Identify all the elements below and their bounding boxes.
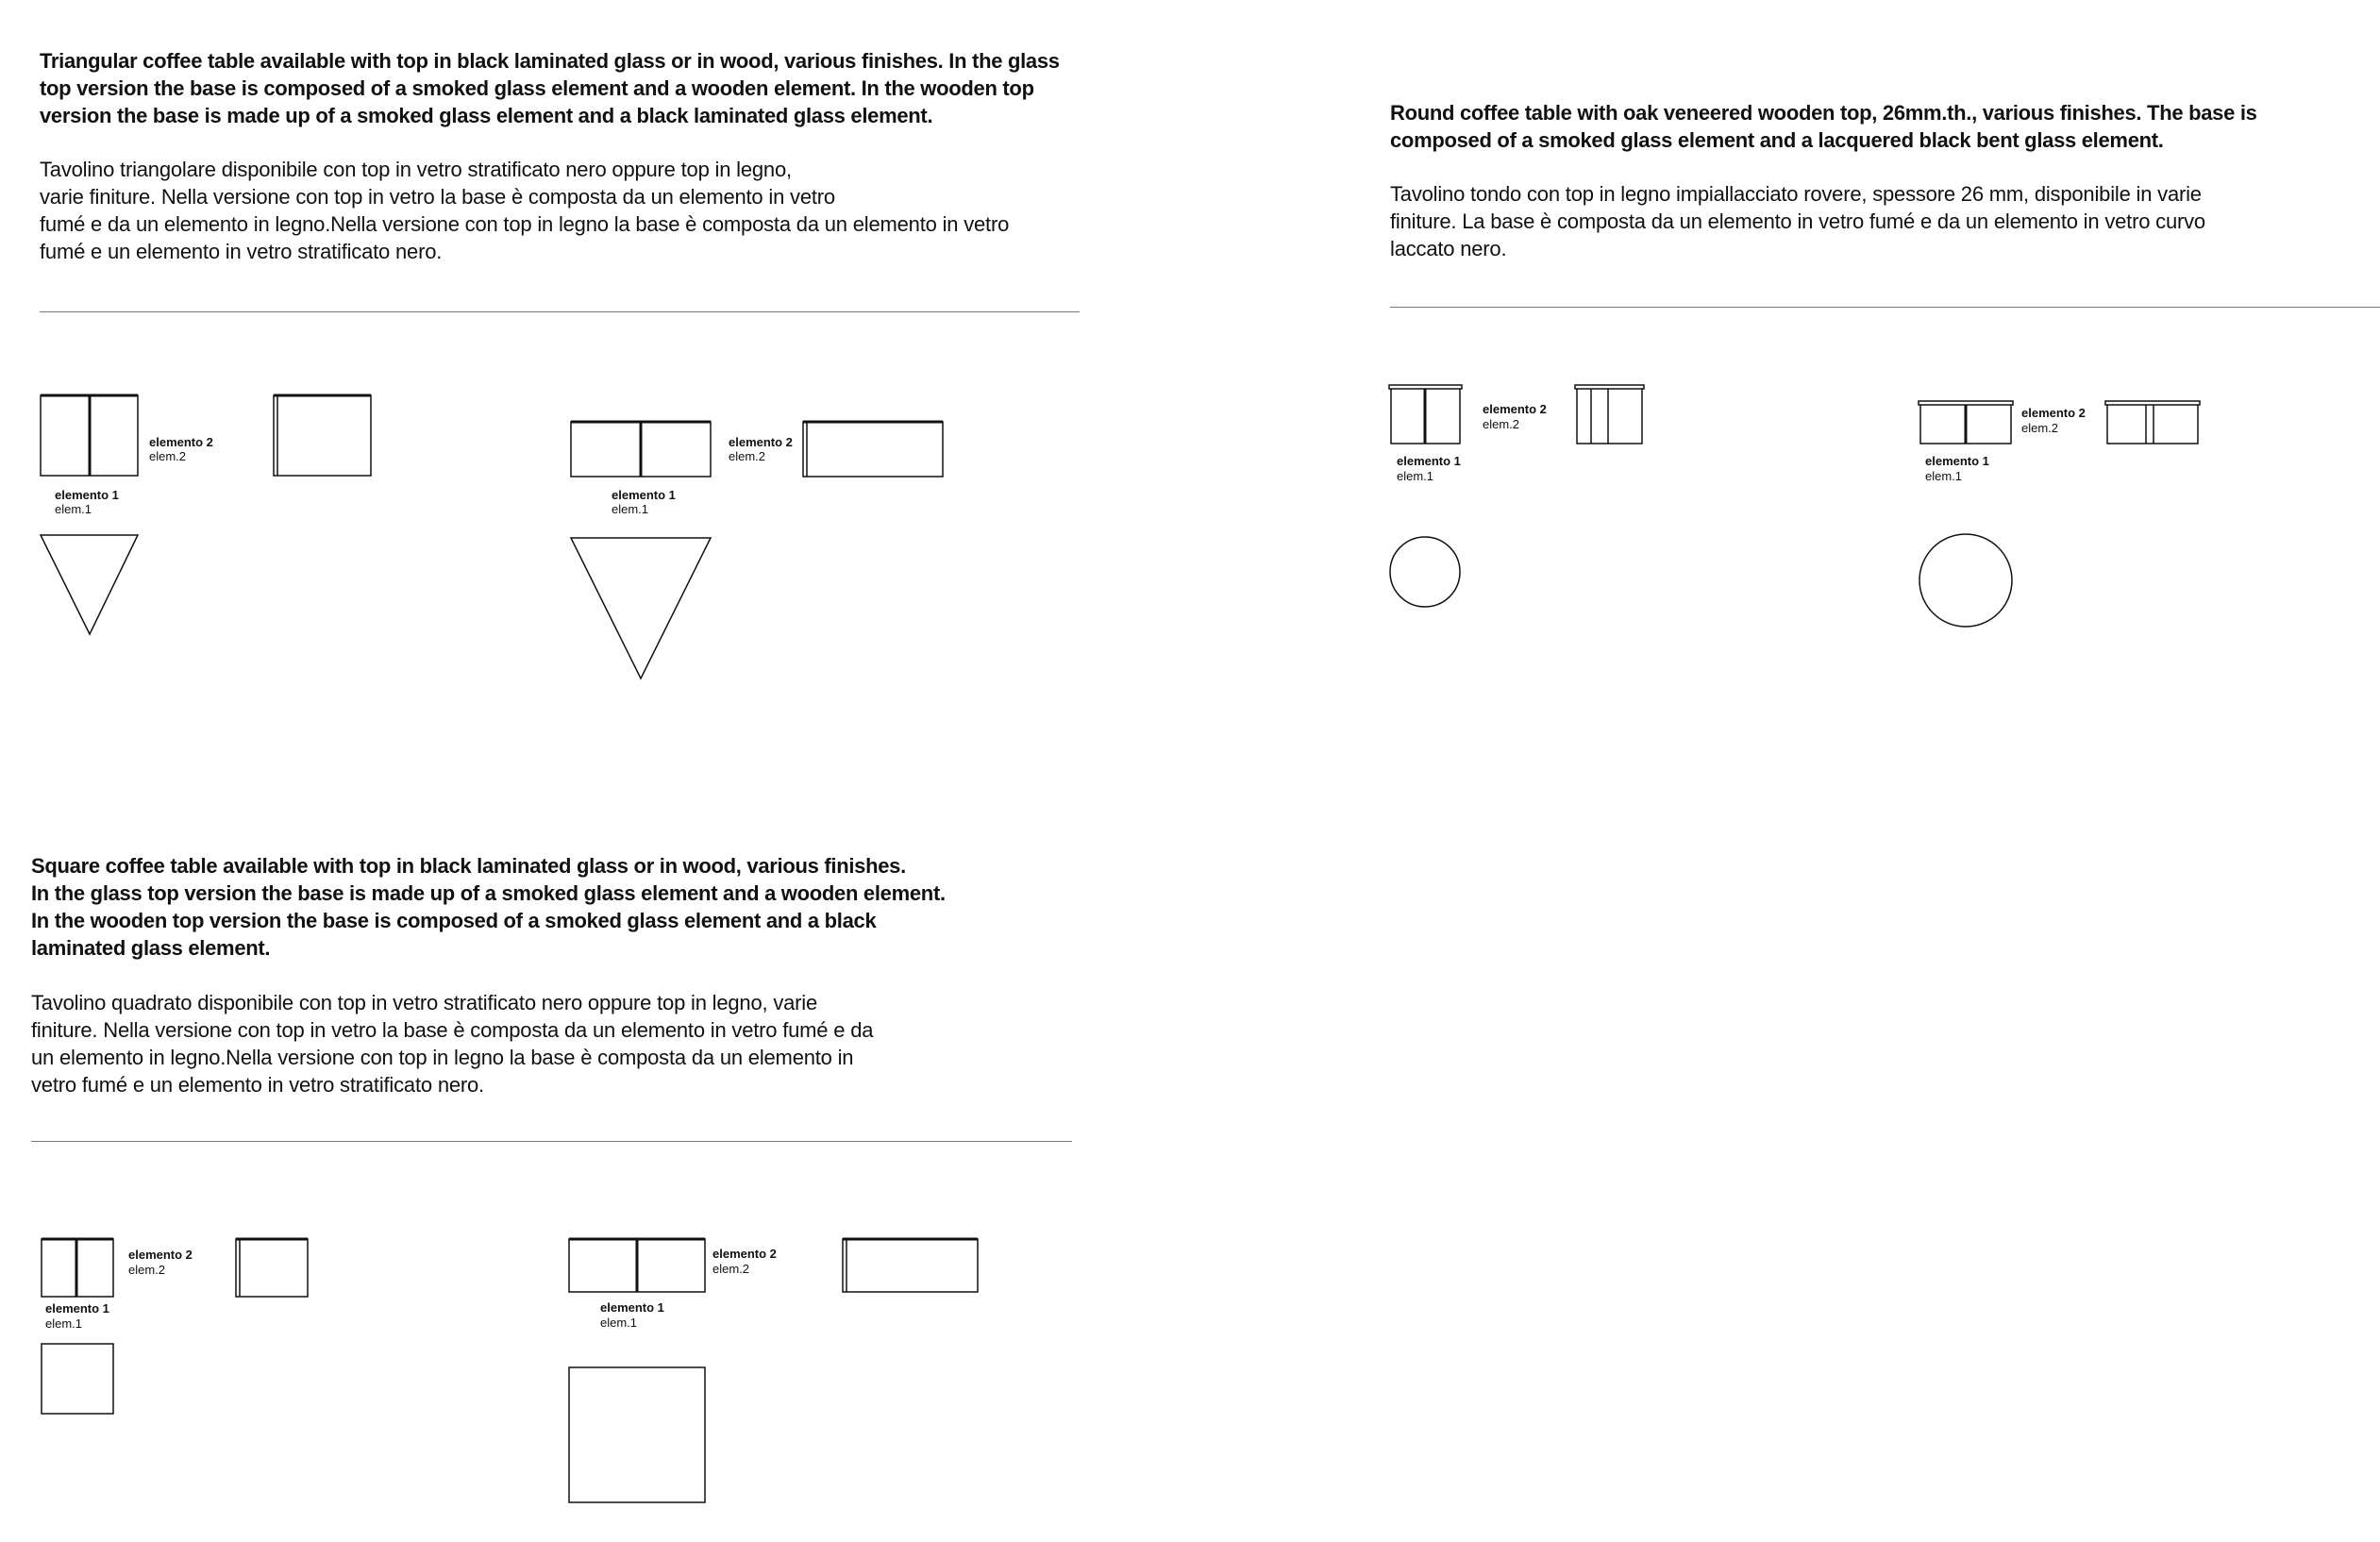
label-elemento-2: elemento 2 [128,1248,193,1262]
triangular-small-drawing [41,395,371,634]
square-large-side-view [843,1239,978,1292]
label-elemento-2: elemento 2 [729,435,793,449]
round-large-drawing [1919,401,2200,627]
label-elem-1: elem.1 [1397,469,1434,483]
tabletop [1919,401,2013,405]
label-elemento-1: elemento 1 [600,1300,664,1315]
label-elemento-1: elemento 1 [45,1301,109,1316]
label-elemento-2: elemento 2 [2021,406,2086,420]
round-small-side-view [1577,387,1642,444]
square-description-en: Square coffee table available with top in black laminated glass or in wood, various finishes. In the glass top version the base is made up of a smoked glass element and a wooden element. In the wooden top version the base is composed of a smoked glass element and a black laminated glass element. [31,854,946,960]
label-elem-2: elem.2 [729,449,766,463]
triangular-large-plan-view [571,538,711,679]
label-elem-2: elem.2 [712,1262,750,1276]
square-small-plan-view [42,1344,113,1414]
round-small-drawing [1389,385,1644,607]
triangular-small-plan-view [41,535,138,634]
label-elem-2: elem.2 [149,449,187,463]
triangular-description-it: Tavolino triangolare disponibile con top in vetro stratificato nero oppure top in legno, varie finiture. Nella versione con top in vetro la base è composta da un elemento in vetro fumé e da un elemento in legno.Nella versione con top in legno la base è composta da un elemento in vetro fumé e un elemento in vetro stratificato nero. [40,158,1010,263]
tabletop [1389,385,1462,389]
label-elemento-1: elemento 1 [1397,454,1461,468]
triangular-large-side-view [803,422,943,477]
label-elem-2: elem.2 [2021,421,2059,435]
round-description-en: Round coffee table with oak veneered wooden top, 26mm.th., various finishes. The base is composed of a smoked glass element and a lacquered black bent glass element. [1390,101,2257,152]
label-elemento-1: elemento 1 [55,488,119,502]
round-small-plan-view [1390,537,1460,607]
square-large-drawing [569,1239,978,1502]
round-description-it: Tavolino tondo con top in legno impiallacciato rovere, spessore 26 mm, disponibile in varie finiture. La base è composta da un elemento in vetro fumé e da un elemento in vetro curvo laccato nero. [1390,182,2205,260]
label-elem-1: elem.1 [600,1316,638,1330]
label-elemento-2: elemento 2 [1483,402,1547,416]
label-elem-1: elem.1 [55,502,92,516]
label-elemento-1: elemento 1 [1925,454,1989,468]
tabletop [2105,401,2200,405]
label-elem-1: elem.1 [1925,469,1963,483]
square-small-drawing [42,1239,308,1414]
label-elem-1: elem.1 [45,1316,83,1331]
label-elem-2: elem.2 [128,1263,166,1277]
label-elemento-2: elemento 2 [149,435,213,449]
square-small-side-view [236,1239,308,1297]
round-large-plan-view [1919,534,2012,627]
tabletop [1575,385,1644,389]
triangular-small-side-view [274,395,371,476]
triangular-description-en: Triangular coffee table available with top in black laminated glass or in wood, various finishes. In the glass top version the base is composed of a smoked glass element and a wooden element. In the wooden top version the base is made up of a smoked glass element and a black laminated glass element. [40,49,1060,127]
label-elem-2: elem.2 [1483,417,1520,431]
round-large-side-view [2107,404,2198,444]
square-description-it: Tavolino quadrato disponibile con top in vetro stratificato nero oppure top in legno, varie finiture. Nella versione con top in vetro la base è composta da un elemento in vetro fumé e da un elemento in legno.Nella versione con top in legno la base è composta da un elemento in vetro fumé e un elemento in vetro stratificato nero. [31,991,874,1097]
label-elemento-2: elemento 2 [712,1247,777,1261]
label-elemento-1: elemento 1 [612,488,676,502]
square-large-plan-view [569,1367,705,1502]
triangular-large-drawing [571,422,943,679]
label-elem-1: elem.1 [612,502,649,516]
